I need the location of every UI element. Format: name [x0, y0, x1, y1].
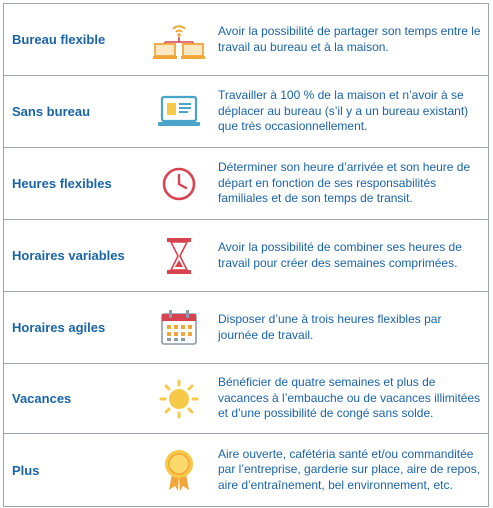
sun-icon — [144, 364, 214, 433]
row-description: Avoir la possibilité de combiner ses heures de travail pour créer des semaines comprimées. — [218, 240, 462, 270]
table-row — [4, 364, 488, 434]
hourglass-icon — [144, 220, 214, 291]
row-term: Vacances — [12, 391, 72, 406]
row-term: Heures flexibles — [12, 176, 112, 191]
row-description: Déterminer son heure d’arrivée et son heure de départ en fonction de ses responsabilités familiales et de son temps de transit. — [218, 160, 471, 206]
row-term: Bureau flexible — [12, 32, 106, 47]
row-description: Travailler à 100 % de la maison et n’avoir à se déplacer au bureau (s’il y a un bureau existant) que très occasionnellement. — [218, 88, 469, 134]
row-description: Disposer d’une à trois heures flexibles par journée de travail. — [218, 312, 442, 342]
table-row — [4, 434, 488, 506]
table-row — [4, 148, 488, 220]
award-ribbon-icon — [144, 434, 214, 506]
table-row — [4, 76, 488, 148]
table-row — [4, 4, 488, 76]
row-term: Plus — [12, 462, 40, 478]
row-term: Horaires variables — [12, 248, 125, 263]
row-term: Sans bureau — [12, 104, 91, 119]
clock-icon — [144, 148, 214, 219]
laptop-icon — [144, 76, 214, 147]
row-description: Avoir la possibilité de partager son temps entre le travail au bureau et à la maison. — [218, 24, 481, 54]
computer-network-icon — [144, 4, 214, 75]
row-term: Horaires agiles — [12, 320, 106, 335]
calendar-icon — [144, 292, 214, 363]
table-row — [4, 220, 488, 292]
row-description: Bénéficier de quatre semaines et plus de vacances à l’embauche ou de vacances illimitées et d’une possibilité de congé sans solde. — [218, 375, 481, 421]
benefits-table — [3, 3, 489, 507]
table-row — [4, 292, 488, 364]
row-description: Aire ouverte, cafétéria santé et/ou commanditée par l’entreprise, garderie sur place, aire de repos, aire d’entraînement, bel environnement, etc. — [218, 446, 481, 492]
